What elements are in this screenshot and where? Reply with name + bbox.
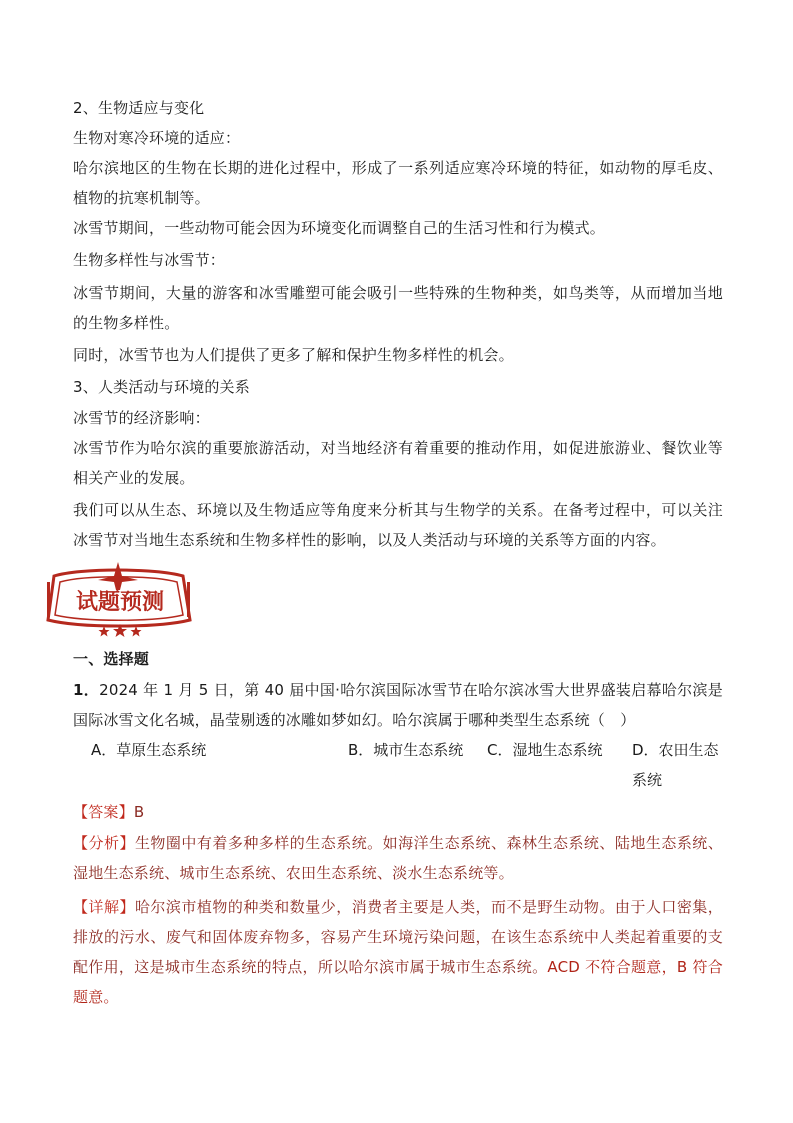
section-2-paragraph-opportunity: 同时，冰雪节也为人们提供了更多了解和保护生物多样性的机会。 <box>73 346 514 364</box>
section-3-paragraph-economy: 冰雪节作为哈尔滨的重要旅游活动，对当地经济有着重要的推动作用，如促进旅游业、餐饮业等相关产业的发展。 <box>73 439 723 487</box>
answer-line <box>73 797 723 827</box>
section-3-subheading-economy: 冰雪节的经济影响： <box>73 409 210 427</box>
detail-block <box>73 892 723 1012</box>
analysis-tag: 【分析】 <box>73 834 135 852</box>
section-2-subheading-cold-adaptation: 生物对寒冷环境的适应： <box>73 129 241 147</box>
stamp-text: 试题预测 <box>75 590 165 615</box>
section-3-title: 3、人类活动与环境的关系 <box>73 378 250 396</box>
plane-icon <box>98 562 138 590</box>
detail-conclusion: ACD 不符合题意，B 符合题意。 <box>73 958 723 1006</box>
section-2-subheading-biodiversity: 生物多样性与冰雪节： <box>73 251 226 269</box>
detail-tag: 【详解】 <box>73 898 135 916</box>
option-a: A．草原生态系统 <box>91 741 207 759</box>
answer-tag: 【答案】 <box>73 803 134 821</box>
section-2-paragraph-biodiversity: 冰雪节期间，大量的游客和冰雪雕塑可能会吸引一些特殊的生物种类，如鸟类等，从而增加当地的生物多样性。 <box>73 284 723 332</box>
analysis-block <box>73 828 723 888</box>
section-2-paragraph-behavior: 冰雪节期间，一些动物可能会因为环境变化而调整自己的生活习性和行为模式。 <box>73 219 606 237</box>
option-d: D．农田生态系统 <box>632 741 719 789</box>
section-3-paragraph-summary: 我们可以从生态、环境以及生物适应等角度来分析其与生物学的关系。在备考过程中，可以关注冰雪节对当地生态系统和生物多样性的影响，以及人类活动与环境的关系等方面的内容。 <box>73 501 723 549</box>
option-c: C．湿地生态系统 <box>487 741 603 759</box>
option-b: B．城市生态系统 <box>348 741 464 759</box>
section-2-title: 2、生物适应与变化 <box>73 99 205 117</box>
question-1-stem <box>73 675 723 735</box>
question-1-stem-text: 2024 年 1 月 5 日，第 40 届中国·哈尔滨国际冰雪节在哈尔滨冰雪大世界盛装启幕哈尔滨是国际冰雪文化名城，晶莹剔透的冰雕如梦如幻。哈尔滨属于哪种类型生态系统（ ） <box>73 681 724 729</box>
analysis-text: 生物圈中有着多种多样的生态系统。如海洋生态系统、森林生态系统、陆地生态系统、湿地生态系统、城市生态系统、农田生态系统、淡水生态系统等。 <box>73 834 723 882</box>
detail-text: 哈尔滨市植物的种类和数量少，消费者主要是人类，而不是野生动物。由于人口密集，排放的污水、废气和固体废弃物多，容易产生环境污染问题，在该生态系统中人类起着重要的支配作用，这是城市生态系统的特点，所以哈尔滨市属于城市生态系统。 <box>73 898 723 976</box>
questions-heading: 一、选择题 <box>73 650 150 668</box>
exam-prediction-stamp <box>40 562 195 640</box>
question-1-number: 1． <box>73 681 100 699</box>
answer-value: B <box>133 803 145 821</box>
section-2-paragraph-adaptation: 哈尔滨地区的生物在长期的进化过程中，形成了一系列适应寒冷环境的特征，如动物的厚毛皮、植物的抗寒机制等。 <box>73 159 723 207</box>
